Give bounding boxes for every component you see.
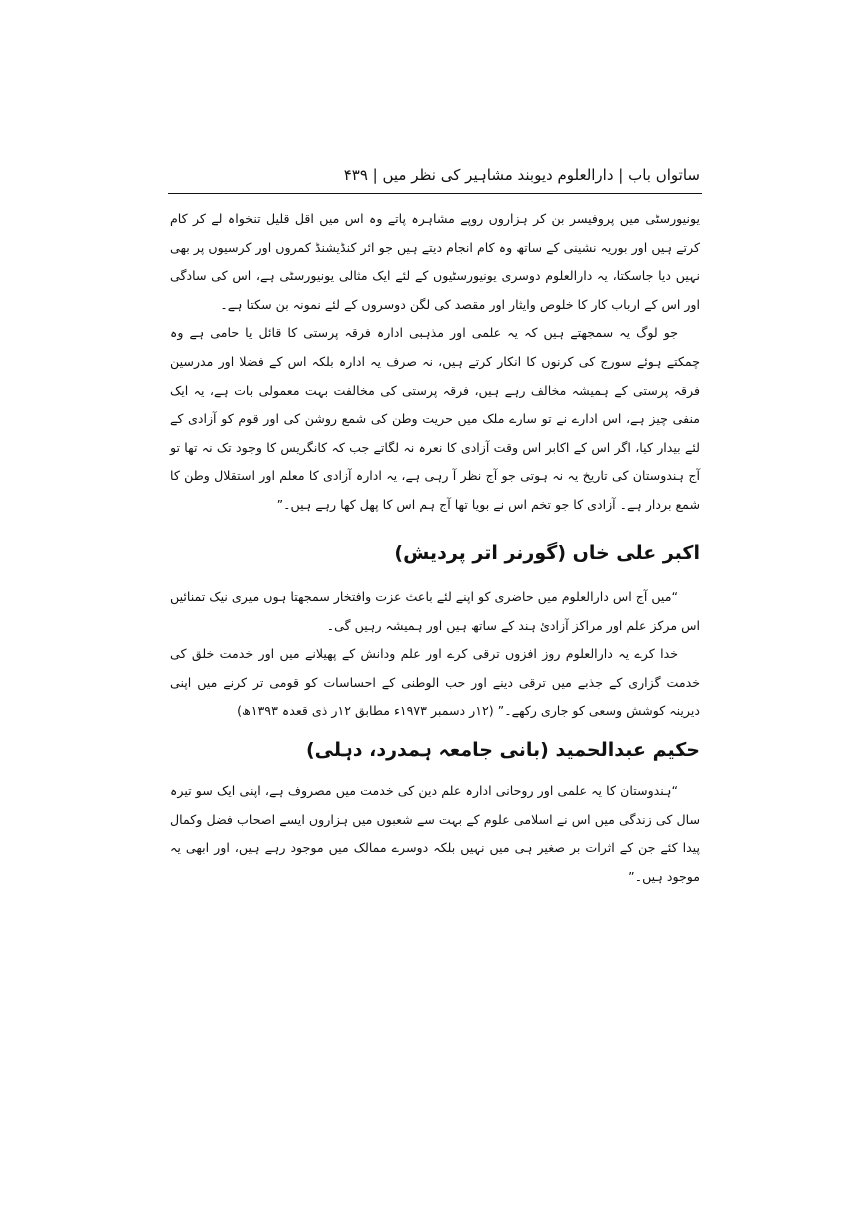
hakim-paragraph-1: “ہندوستان کا یہ علمی اور روحانی ادارہ علم دین کی خدمت میں مصروف ہے، اپنی ایک سو تیرہ سال کی زندگی میں اس نے اسلامی علوم کے بہت سے شعبوں میں ہزاروں ایسے اصحاب فضل وکمال پیدا کئے جن کے اثرات بر صغیر ہی میں نہیں بلکہ دوسرے ممالک میں موجود رہے ہیں، اور ابھی یہ موجود ہیں۔” [170, 783, 700, 884]
intro-text [170, 205, 700, 520]
akbar-paragraph-2: خدا کرے یہ دارالعلوم روز افزوں ترقی کرے اور علم ودانش کے پھیلانے میں اور خدمت خلق کی خدمت گزاری کے جذبے میں ترقی دینے اور حب الوطنی کے احساسات کو قومی تر کرنے میں اپنی دیرینہ کوشش وسعی کو جاری رکھے۔” (۱۲ر دسمبر ۱۹۷۳ء مطابق ۱۲ر ذی قعدہ ۱۳۹۳ھ) [170, 646, 700, 719]
section-heading-hakim: حکیم عبدالحمید (بانی جامعہ ہمدرد، دہلی) [305, 739, 700, 761]
akbar-paragraph-1: “میں آج اس دارالعلوم میں حاضری کو اپنے لئے باعث عزت وافتخار سمجھتا ہوں میری نیک تمنائیں اس مرکز علم اور مراکز آزادیٔ ہند کے ساتھ ہیں اور ہمیشہ رہیں گی۔ [169, 589, 700, 633]
intro-paragraph-1: یونیورسٹی میں پروفیسر بن کر ہزاروں روپے مشاہرہ پاتے وہ اس میں اقل قلیل تنخواہ لے کر کام کرتے ہیں اور بوریہ نشینی کے ساتھ وہ کام انجام دیتے ہیں جو ائر کنڈیشنڈ کمروں اور کرسیوں پر بھی نہیں دیا جاسکتا، یہ دارالعلوم دوسری یونیورسٹیوں کے لئے ایک مثالی یونیورسٹی ہے، اس کی سادگی اور اس کے ارباب کار کا خلوص وایثار اور مقصد کی لگن دوسروں کے لئے نمونہ بن سکتا ہے۔ [170, 211, 700, 312]
section-akbar-text [170, 583, 700, 726]
header-rule [168, 193, 702, 194]
section-heading-akbar: اکبر علی خاں (گورنر اتر پردیش) [394, 542, 700, 564]
running-header: ساتواں باب | دارالعلوم دیوبند مشاہیر کی نظر میں | ۴۳۹ [343, 166, 700, 184]
section-hakim-text [170, 777, 700, 891]
intro-paragraph-2: جو لوگ یہ سمجھتے ہیں کہ یہ علمی اور مذہبی ادارہ فرقہ پرستی کا قائل یا حامی ہے وہ چمکتے ہوئے سورج کی کرنوں کا انکار کرتے ہیں، نہ صرف یہ ادارہ بلکہ اس کے فضلا اور مدرسین فرقہ پرستی کے ہمیشہ مخالف رہے ہیں، فرقہ پرستی کی مخالفت بہت معمولی بات ہے، یہ ایک منفی چیز ہے، اس ادارے نے تو سارے ملک میں حریت وطن کی شمع روشن کی اور قوم کو آزادی کے لئے بیدار کیا، اگر اس کے اکابر اس وقت آزادی کا نعرہ نہ لگاتے جب کہ کانگریس کا وجود تک نہ تھا تو آج ہندوستان کی تاریخ یہ نہ ہوتی جو آج نظر آ رہی ہے، یہ ادارہ آزادی کا معلم اور استقلال وطن کا شمع بردار ہے۔ آزادی کا جو تخم اس نے بویا تھا آج ہم اس کا پھل کھا رہے ہیں۔” [170, 325, 700, 512]
